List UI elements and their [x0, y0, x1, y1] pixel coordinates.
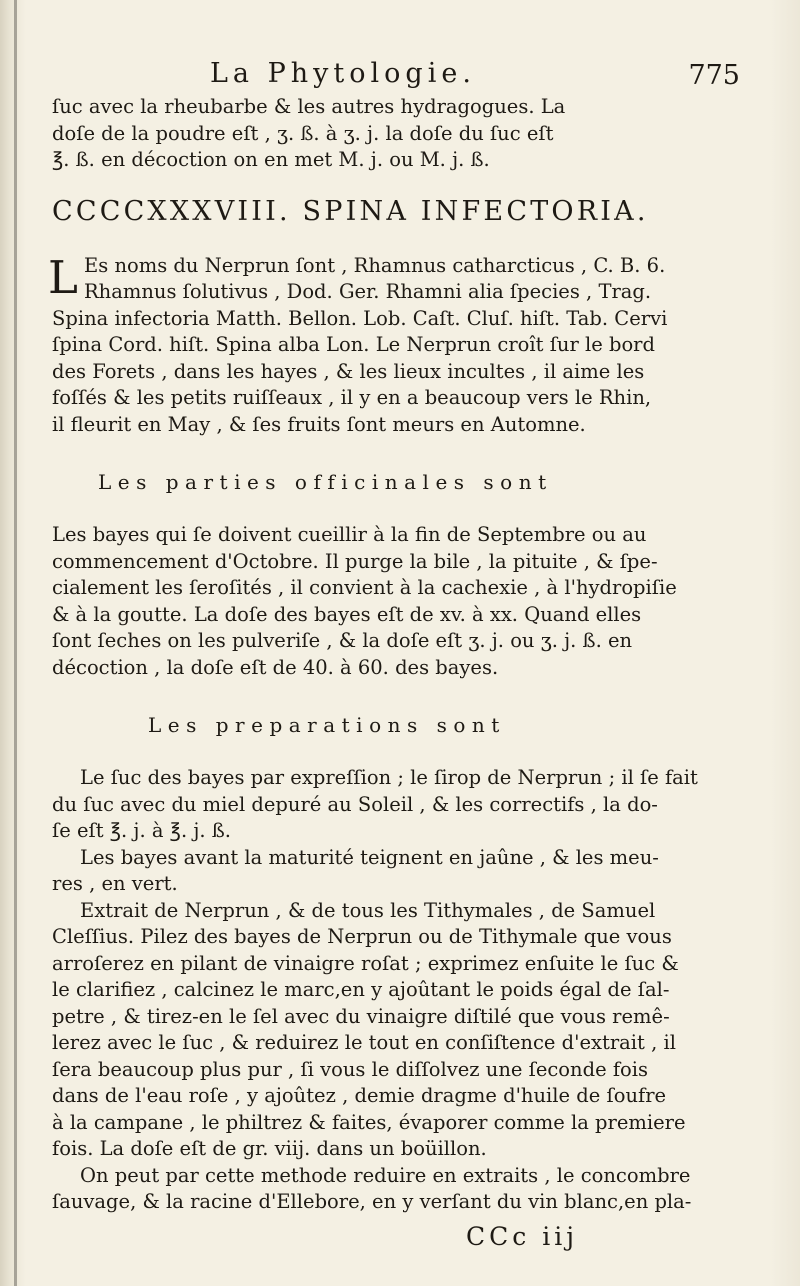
- text-line: doſe de la poudre eſt , ʒ. ß. à ʒ. j. la doſe du ſuc eſt: [52, 121, 554, 145]
- text-line: Cleſſius. Pilez des bayes de Nerprun ou de Tithymale que vous: [52, 925, 672, 948]
- chapter-title: CCCCXXXVIII. SPINA INFECTORIA.: [52, 195, 649, 227]
- text-line: ſuc avec la rheubarbe & les autres hydragogues. La: [52, 95, 566, 118]
- text-line: arroſerez en pilant de vinaigre roſat ; exprimez enſuite le ſuc &: [52, 951, 679, 975]
- continuation-text: [52, 94, 752, 174]
- text-line: Le ſuc des bayes par expreſſion ; le ſirop de Nerprun ; il ſe fait: [80, 766, 698, 789]
- section-heading-preparations: Les preparations sont: [148, 713, 506, 737]
- text-line: ſpina Cord. hiſt. Spina alba Lon. Le Nerprun croît ſur le bord: [52, 333, 655, 356]
- preparations-paragraph-2: [52, 845, 752, 898]
- text-line: petre , & tirez-en le ſel avec du vinaigre diſtilé que vous remê-: [52, 1004, 670, 1028]
- running-head: [52, 52, 752, 96]
- text-line: fois. La doſe eſt de gr. viij. dans un boüillon.: [52, 1137, 487, 1160]
- officinales-paragraph: [52, 522, 752, 681]
- text-line: Rhamnus ſolutivus , Dod. Ger. Rhamni alia ſpecies , Trag.: [84, 280, 652, 303]
- text-line: lerez avec le ſuc , & reduirez le tout en conſiſtence d'extrait , il: [52, 1031, 676, 1054]
- drop-cap: L: [48, 250, 78, 304]
- text-line: ſont ſeches on les pulveriſe , & la doſe eſt ʒ. j. ou ʒ. j. ß. en: [52, 629, 633, 652]
- text-line: res , en vert.: [52, 872, 178, 895]
- text-line: Es noms du Nerprun ſont , Rhamnus catharcticus , C. B. 6.: [84, 253, 666, 277]
- text-line: ſauvage, & la racine d'Ellebore, en y verſant du vin blanc,en pla-: [52, 1190, 692, 1213]
- text-line: décoction , la doſe eſt de 40. à 60. des bayes.: [52, 655, 499, 679]
- text-line: cialement les ſeroſités , il convient à la cachexie , à l'hydropiſie: [52, 576, 677, 599]
- signature-mark: CCc iij: [466, 1221, 578, 1251]
- names-paragraph: [48, 250, 752, 439]
- preparations-paragraph-3: [52, 898, 752, 1163]
- text-line: le clarifiez , calcinez le marc,en y ajoûtant le poids égal de ſal-: [52, 978, 670, 1001]
- text-line: & à la goutte. La doſe des bayes eſt de xv. à xx. Quand elles: [52, 602, 642, 626]
- text-line: ℥. ß. en décoction on en met M. j. ou M. j. ß.: [52, 148, 490, 171]
- text-line: du ſuc avec du miel depuré au Soleil , & les correctifs , la do-: [52, 792, 658, 816]
- preparations-paragraph-4: [52, 1163, 752, 1216]
- text-line: commencement d'Octobre. Il purge la bile , la pituite , & ſpe-: [52, 549, 658, 573]
- running-head-title: La Phytologie.: [210, 58, 476, 89]
- text-line: Les bayes avant la maturité teignent en jaûne , & les meu-: [80, 845, 659, 869]
- text-line: ſera beaucoup plus pur , ſi vous le diſſolvez une ſeconde fois: [52, 1057, 649, 1081]
- page-number: 775: [688, 60, 740, 91]
- text-line: foſſés & les petits ruiſſeaux , il y en a beaucoup vers le Rhin,: [52, 386, 652, 409]
- text-line: il fleurit en May , & ſes fruits ſont meurs en Automne.: [52, 412, 586, 436]
- page-binding-edge: [14, 0, 17, 1286]
- section-heading-officinales: Les parties officinales sont: [98, 470, 553, 494]
- text-line: Extrait de Nerprun , & de tous les Tithymales , de Samuel: [80, 898, 656, 922]
- text-line: On peut par cette methode reduire en extraits , le concombre: [80, 1163, 691, 1187]
- text-line: ſe eſt ℥. j. à ℥. j. ß.: [52, 819, 232, 842]
- text-line: dans de l'eau roſe , y ajoûtez , demie dragme d'huile de ſoufre: [52, 1084, 667, 1107]
- page-content: [48, 52, 752, 1251]
- text-line: à la campane , le philtrez & faites, évaporer comme la premiere: [52, 1110, 686, 1134]
- text-line: Spina infectoria Matth. Bellon. Lob. Caſt. Cluſ. hiſt. Tab. Cervi: [52, 306, 668, 330]
- text-line: des Forets , dans les hayes , & les lieux incultes , il aime les: [52, 359, 645, 383]
- text-line: Les bayes qui ſe doivent cueillir à la fin de Septembre ou au: [52, 523, 647, 546]
- preparations-paragraph-1: [52, 765, 752, 845]
